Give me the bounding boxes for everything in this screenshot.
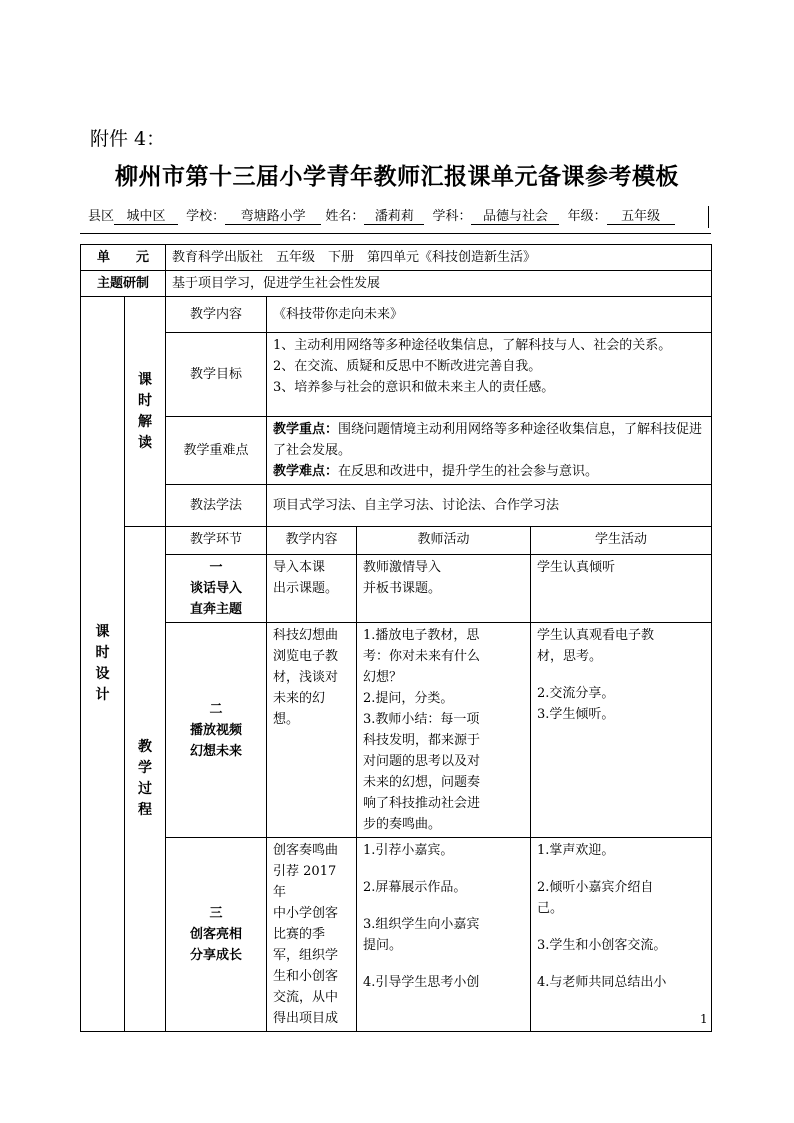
side-reading-label: 课 时 解 读 — [125, 297, 166, 527]
stage-row — [81, 623, 712, 838]
content-value: 《科技带你走向未来》 — [267, 297, 712, 333]
lesson-plan-table — [80, 244, 712, 1032]
stage-name: 一 谈话导入 直奔主题 — [166, 555, 267, 623]
stage-row — [81, 838, 712, 1032]
stage-name: 三 创客亮相 分享成长 — [166, 838, 267, 1032]
school-value: 弯塘路小学 — [225, 205, 321, 225]
school-label: 学校： — [186, 209, 226, 224]
header-stage: 教学环节 — [166, 527, 267, 555]
stage-student: 1.掌声欢迎。 2.倾听小嘉宾介绍自 己。 3.学生和小创客交流。 4.与老师共同总结出小 — [531, 838, 712, 1032]
unit-label: 单 元 — [81, 245, 166, 271]
info-line — [88, 205, 708, 225]
goals-row — [81, 333, 712, 417]
stage-student: 学生认真观看电子教 材，思考。 2.交流分享。 3.学生倾听。 — [531, 623, 712, 838]
goal-item: 1、主动利用网络等多种途径收集信息，了解科技与人、社会的关系。 — [273, 338, 672, 353]
stage-teacher: 教师激情导入 并板书课题。 — [357, 555, 531, 623]
stage-content: 导入本课 出示课题。 — [267, 555, 357, 623]
keys-row — [81, 417, 712, 485]
goals-label: 教学目标 — [166, 333, 267, 417]
difficulty-label: 教学难点： — [273, 464, 339, 479]
process-header-row — [81, 527, 712, 555]
stage-row — [81, 555, 712, 623]
goal-item: 2、在交流、质疑和反思中不断改进完善自我。 — [273, 359, 542, 374]
info-divider — [80, 233, 711, 234]
county-label: 县区 — [88, 209, 115, 224]
stage-content: 创客奏鸣曲 引荐 2017 年 中小学创客 比赛的季 军，组织学 生和小创客 交流，从中 得出项目成 — [267, 838, 357, 1032]
theme-value: 基于项目学习，促进学生社会性发展 — [166, 271, 712, 297]
key-point-label: 教学重点： — [273, 422, 339, 437]
name-label: 姓名： — [325, 209, 365, 224]
content-label: 教学内容 — [166, 297, 267, 333]
page-number: 1 — [700, 1012, 708, 1026]
side-process-label: 教 学 过 程 — [125, 527, 166, 1032]
method-value: 项目式学习法、自主学习法、讨论法、合作学习法 — [267, 485, 712, 527]
grade-value: 五年级 — [607, 205, 675, 225]
stage-content: 科技幻想曲 浏览电子教 材，浅谈对 未来的幻 想。 — [267, 623, 357, 838]
method-label: 教法学法 — [166, 485, 267, 527]
stage-teacher: 1.播放电子教材，思 考：你对未来有什么 幻想？ 2.提问，分类。 3.教师小结：每一项 科技发明，都来源于 对问题的思考以及对 未来的幻想，问题奏 响了科技推动社会进 步的奏鸣曲。 — [357, 623, 531, 838]
county-value: 城中区 — [114, 205, 178, 225]
page-title: 柳州市第十三届小学青年教师汇报课单元备课参考模板 — [115, 164, 679, 190]
subject-value: 品德与社会 — [471, 205, 559, 225]
side-design-label: 课 时 设 计 — [81, 297, 125, 1032]
goal-item: 3、培养参与社会的意识和做未来主人的责任感。 — [273, 380, 555, 395]
keys-value — [267, 417, 712, 485]
header-content: 教学内容 — [267, 527, 357, 555]
info-end-rule — [708, 206, 709, 228]
stage-name: 二 播放视频 幻想未来 — [166, 623, 267, 838]
stage-teacher: 1.引荐小嘉宾。 2.屏幕展示作品。 3.组织学生向小嘉宾 提问。 4.引导学生思考小创 — [357, 838, 531, 1032]
theme-label: 主题研制 — [81, 271, 166, 297]
stage-student: 学生认真倾听 — [531, 555, 712, 623]
difficulty-text: 在反思和改进中，提升学生的社会参与意识。 — [338, 464, 599, 479]
header-student: 学生活动 — [531, 527, 712, 555]
name-value: 潘莉莉 — [364, 205, 424, 225]
content-row — [81, 297, 712, 333]
method-row — [81, 485, 712, 527]
subject-label: 学科： — [432, 209, 472, 224]
key-point-text: 围绕问题情境主动利用网络等多种途径收集信息，了解科技促进了社会发展。 — [273, 422, 703, 458]
header-teacher: 教师活动 — [357, 527, 531, 555]
unit-value: 教育科学出版社 五年级 下册 第四单元《科技创造新生活》 — [166, 245, 712, 271]
keys-label: 教学重难点 — [166, 417, 267, 485]
theme-row — [81, 271, 712, 297]
attachment-label: 附件 4： — [90, 128, 166, 150]
goals-value — [267, 333, 712, 417]
unit-row — [81, 245, 712, 271]
grade-label: 年级： — [567, 209, 607, 224]
